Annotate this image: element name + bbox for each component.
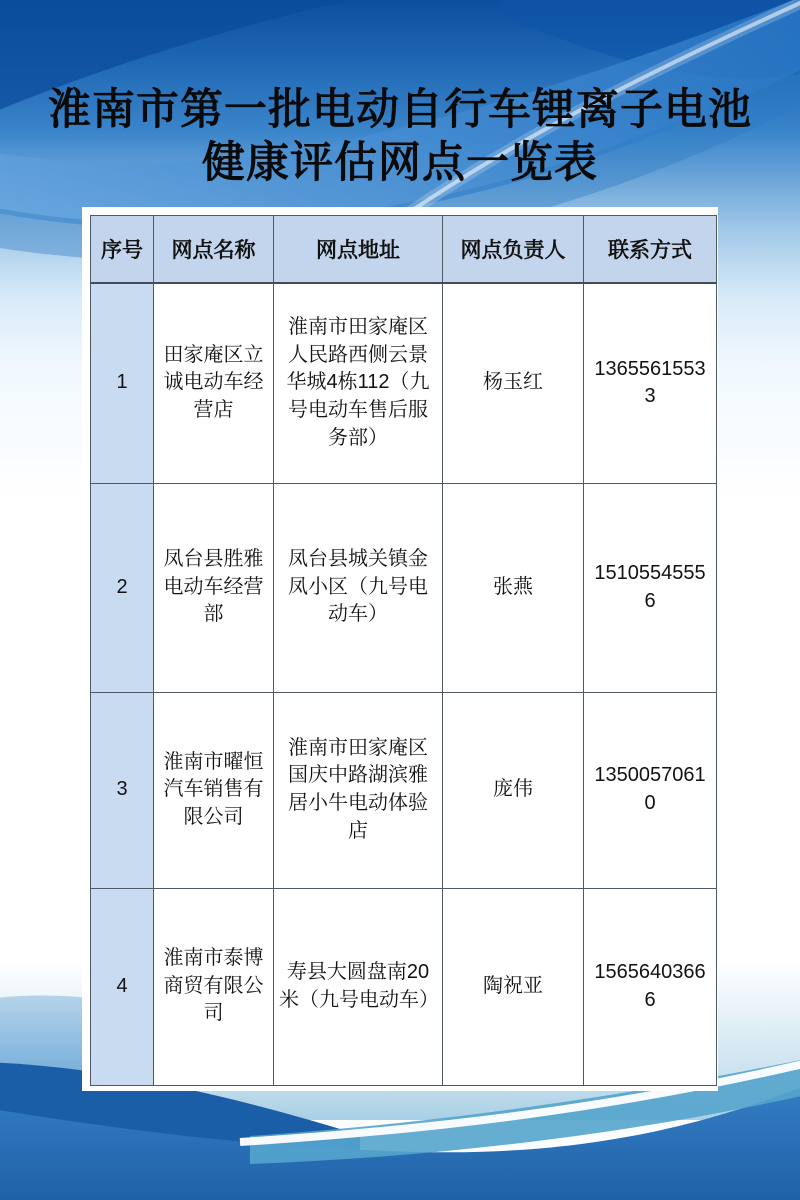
cell-name: 淮南市泰博商贸有限公司: [154, 888, 274, 1085]
cell-address: 凤台县城关镇金凤小区（九号电动车）: [274, 483, 443, 692]
cell-address: 寿县大圆盘南20米（九号电动车）: [274, 888, 443, 1085]
column-header-address: 网点地址: [274, 216, 443, 284]
cell-no: 3: [91, 692, 154, 888]
cell-name: 田家庵区立诚电动车经营店: [154, 283, 274, 483]
cell-no: 2: [91, 483, 154, 692]
column-header-phone: 联系方式: [584, 216, 717, 284]
cell-phone: 13655615533: [584, 283, 717, 483]
cell-address: 淮南市田家庵区人民路西侧云景华城4栋112（九号电动车售后服务部）: [274, 283, 443, 483]
cell-phone: 15105545556: [584, 483, 717, 692]
page-title-line1: 淮南市第一批电动自行车锂离子电池: [48, 86, 752, 134]
cell-manager: 张燕: [443, 483, 584, 692]
cell-manager: 庞伟: [443, 692, 584, 888]
column-header-no: 序号: [91, 216, 154, 284]
cell-name: 凤台县胜雅电动车经营部: [154, 483, 274, 692]
table-frame: [82, 207, 718, 1091]
network-points-table: [90, 215, 717, 1086]
cell-address: 淮南市田家庵区国庆中路湖滨雅居小牛电动体验店: [274, 692, 443, 888]
cell-no: 1: [91, 283, 154, 483]
cell-no: 4: [91, 888, 154, 1085]
column-header-manager: 网点负责人: [443, 216, 584, 284]
table-header-row: [91, 216, 717, 284]
cell-manager: 陶祝亚: [443, 888, 584, 1085]
cell-phone: 15656403666: [584, 888, 717, 1085]
table-row: [91, 888, 717, 1085]
page-title: [0, 84, 800, 191]
page-title-line2: 健康评估网点一览表: [202, 139, 598, 188]
cell-phone: 13500570610: [584, 692, 717, 888]
column-header-name: 网点名称: [154, 216, 274, 284]
table-row: [91, 483, 717, 692]
table-row: [91, 283, 717, 483]
cell-manager: 杨玉红: [443, 283, 584, 483]
cell-name: 淮南市曜恒汽车销售有限公司: [154, 692, 274, 888]
table-row: [91, 692, 717, 888]
